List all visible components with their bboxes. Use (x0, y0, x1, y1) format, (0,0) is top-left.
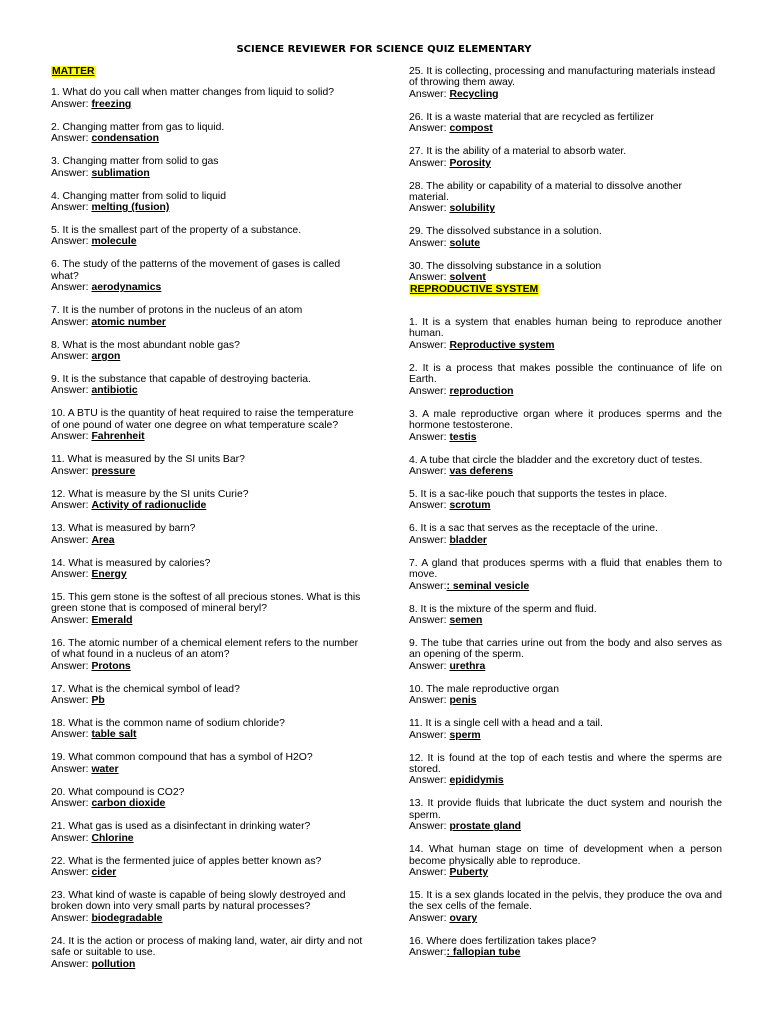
answer-line (51, 913, 363, 924)
answer-value: pollution (91, 958, 136, 970)
answer-line (51, 466, 363, 477)
question-text: 15. This gem stone is the softest of all precious stones. What is this green stone that is composed of mineral beryl? (51, 591, 361, 615)
answer-value: ovary (449, 912, 478, 924)
question-text: 30. The dissolving substance in a solution (409, 260, 602, 272)
answer-line (51, 133, 363, 144)
answer-line (409, 432, 722, 443)
answer-line (51, 168, 363, 179)
answer-value: solubility (449, 203, 496, 215)
answer-label: Answer: (51, 694, 89, 706)
answer-line (51, 236, 363, 247)
answer-label: Answer: (409, 867, 447, 878)
answer-value: pressure (91, 465, 136, 477)
question-text: 18. What is the common name of sodium chloride? (51, 717, 285, 729)
question-text: 28. The ability or capability of a material to dissolve another material. (409, 180, 682, 204)
answer-value: argon (91, 351, 121, 363)
question-item (409, 317, 722, 351)
question-text: 2. It is a process that makes possible the continuance of life on Earth. (409, 362, 722, 386)
question-text: 7. A gland that produces sperms with a fluid that enables them to move. (409, 557, 722, 581)
answer-line (51, 282, 363, 293)
answer-value: Emerald (91, 614, 133, 626)
answer-value: penis (449, 695, 477, 707)
answer-label: Answer: (51, 431, 89, 443)
answer-label: Answer: (51, 912, 89, 924)
question-text: 5. It is a sac-like pouch that supports the testes in place. (409, 488, 668, 500)
question-item (409, 753, 722, 787)
answer-label: Answer: (409, 775, 447, 787)
answer-line (51, 202, 363, 213)
answer-line (409, 123, 722, 134)
answer-label: Answer: (409, 580, 447, 592)
answer-line (409, 500, 722, 511)
answer-line (409, 730, 722, 741)
answer-line (409, 581, 722, 592)
answer-line (409, 340, 722, 351)
answer-value: condensation (91, 133, 159, 145)
matter-question-list (51, 87, 363, 970)
question-item (409, 455, 722, 478)
question-item (51, 225, 363, 248)
question-text: 13. It provide fluids that lubricate the duct system and nourish the sperm. (409, 798, 722, 821)
question-item (409, 604, 722, 627)
answer-label: Answer: (51, 236, 89, 248)
question-item (51, 558, 363, 581)
answer-line (51, 729, 363, 740)
answer-line (409, 466, 722, 477)
document-title: SCIENCE REVIEWER FOR SCIENCE QUIZ ELEMENTARY (236, 44, 532, 55)
question-text: 6. The study of the patterns of the movement of gases is called what? (51, 259, 341, 282)
question-item (409, 363, 722, 397)
answer-line (51, 695, 363, 706)
answer-line (51, 99, 363, 110)
answer-line (409, 615, 722, 626)
question-item (409, 146, 722, 169)
answer-line (409, 386, 722, 397)
answer-value: carbon dioxide (91, 798, 166, 810)
question-text: 23. What kind of waste is capable of being slowly destroyed and broken down into very small parts by natural processes? (51, 889, 346, 913)
answer-label: Answer: (409, 500, 447, 512)
answer-value: semen (449, 614, 483, 626)
question-text: 11. It is a single cell with a head and a tail. (409, 718, 603, 730)
question-item (409, 798, 722, 832)
question-item (409, 558, 722, 592)
answer-label: Answer: (409, 431, 447, 443)
question-item (51, 408, 363, 442)
answer-value: vas deferens (449, 465, 513, 477)
answer-value: melting (fusion) (91, 202, 170, 214)
answer-line (51, 535, 363, 546)
question-item (51, 684, 363, 707)
matter-heading: MATTER (52, 66, 95, 77)
answer-value: epididymis (449, 775, 504, 787)
question-text: 14. What human stage on time of development when a person become physically able to reproduce. (409, 844, 722, 867)
answer-line (409, 238, 722, 249)
answer-label: Answer: (409, 385, 447, 397)
answer-line (409, 775, 722, 786)
answer-line (409, 821, 722, 832)
question-text: 16. The atomic number of a chemical element refers to the number of what found in a nucleus of an atom? (51, 637, 359, 661)
answer-label: Answer: (51, 958, 89, 970)
question-text: 6. It is a sac that serves as the receptacle of the urine. (409, 523, 658, 535)
answer-line (409, 89, 722, 100)
question-text: 4. A tube that circle the bladder and the excretory duct of testes. (409, 454, 703, 466)
answer-value: cider (91, 866, 117, 878)
answer-line (51, 351, 363, 362)
question-text: 11. What is measured by the SI units Bar? (51, 454, 245, 466)
question-text: 19. What common compound that has a symbol of H2O? (51, 752, 313, 764)
answer-label: Answer: (51, 614, 89, 626)
question-item (51, 638, 363, 672)
question-item (51, 787, 363, 810)
answer-value: sublimation (91, 167, 150, 179)
question-item (409, 684, 722, 707)
question-item (409, 890, 722, 924)
question-item (51, 489, 363, 512)
answer-label: Answer: (51, 500, 89, 512)
right-column (409, 66, 722, 970)
question-item (51, 592, 363, 626)
question-item (409, 112, 722, 135)
answer-label: Answer: (409, 237, 447, 249)
answer-value: Puberty (449, 867, 489, 878)
answer-label: Answer: (409, 660, 447, 672)
question-text: 12. What is measure by the SI units Curie? (51, 488, 249, 500)
answer-label: Answer: (51, 167, 89, 179)
answer-line (51, 615, 363, 626)
answer-label: Answer: (409, 272, 447, 284)
answer-value: freezing (91, 98, 132, 110)
answer-label: Answer: (51, 534, 89, 546)
answer-value: scrotum (449, 500, 491, 512)
answer-label: Answer: (409, 534, 447, 546)
answer-line (51, 317, 363, 328)
question-item (409, 638, 722, 672)
reproductive-system-heading: REPRODUCTIVE SYSTEM (410, 283, 539, 295)
answer-label: Answer: (51, 133, 89, 145)
answer-value: Activity of radionuclide (91, 500, 207, 512)
answer-label: Answer: (409, 821, 447, 833)
question-text: 5. It is the smallest part of the property of a substance. (51, 225, 302, 237)
answer-label: Answer: (409, 339, 447, 351)
question-item (51, 890, 363, 924)
answer-line (409, 535, 722, 546)
answer-line (51, 833, 363, 844)
answer-value: solvent (449, 272, 486, 284)
question-text: 14. What is measured by calories? (51, 557, 211, 569)
answer-value: reproduction (449, 385, 514, 397)
question-text: 22. What is the fermented juice of apples better known as? (51, 855, 322, 867)
question-text: 9. It is the substance that capable of destroying bacteria. (51, 374, 311, 386)
answer-value: urethra (449, 660, 486, 672)
question-item (51, 87, 363, 110)
answer-label: Answer: (51, 763, 89, 775)
question-item (51, 523, 363, 546)
answer-line (51, 764, 363, 775)
answer-label: Answer: (51, 98, 89, 110)
answer-value: compost (449, 123, 493, 135)
answer-value: antibiotic (91, 385, 138, 397)
question-item (409, 489, 722, 512)
answer-value: prostate gland (449, 821, 522, 833)
answer-label: Answer: (51, 660, 89, 672)
answer-value: : fallopian tube (446, 947, 521, 959)
question-item (51, 454, 363, 477)
answer-value: Reproductive system (449, 339, 555, 351)
question-text: 29. The dissolved substance in a solution. (409, 226, 602, 238)
answer-label: Answer: (409, 947, 447, 959)
answer-value: Fahrenheit (91, 431, 145, 443)
reproductive-question-list (409, 317, 722, 959)
question-text: 4. Changing matter from solid to liquid (51, 190, 226, 202)
answer-value: table salt (91, 729, 137, 741)
answer-label: Answer: (409, 912, 447, 924)
answer-value: Porosity (449, 157, 492, 169)
question-item (409, 66, 722, 100)
question-item (51, 856, 363, 879)
answer-value: : seminal vesicle (446, 580, 530, 592)
answer-label: Answer: (51, 729, 89, 741)
question-item (51, 122, 363, 145)
answer-label: Answer: (409, 157, 447, 169)
answer-label: Answer: (409, 123, 447, 135)
answer-line (409, 661, 722, 672)
question-text: 9. The tube that carries urine out from the body and also serves as an opening of the sperm. (409, 637, 722, 661)
question-text: 3. Changing matter from solid to gas (51, 156, 219, 168)
question-text: 26. It is a waste material that are recycled as fertilizer (409, 111, 654, 123)
answer-line (409, 203, 722, 214)
answer-value: aerodynamics (91, 282, 162, 294)
question-item (409, 226, 722, 249)
answer-line (409, 158, 722, 169)
question-text: 2. Changing matter from gas to liquid. (51, 121, 225, 133)
answer-label: Answer: (51, 316, 89, 328)
matter-question-list-continued (409, 66, 722, 284)
answer-label: Answer: (51, 866, 89, 878)
answer-label: Answer: (51, 202, 89, 214)
question-text: 3. A male reproductive organ where it produces sperms and the hormone testosterone. (409, 408, 722, 432)
question-text: 13. What is measured by barn? (51, 523, 196, 535)
answer-line (409, 947, 722, 958)
answer-value: testis (449, 431, 477, 443)
answer-label: Answer: (409, 465, 447, 477)
question-item (51, 340, 363, 363)
answer-label: Answer: (409, 614, 447, 626)
answer-label: Answer: (51, 465, 89, 477)
question-text: 7. It is the number of protons in the nucleus of an atom (51, 305, 303, 317)
answer-value: solute (449, 237, 481, 249)
answer-label: Answer: (51, 385, 89, 397)
question-item (51, 752, 363, 775)
answer-line (51, 959, 363, 970)
question-text: 16. Where does fertilization takes place? (409, 935, 597, 947)
question-text: 27. It is the ability of a material to absorb water. (409, 146, 627, 158)
left-column (51, 66, 363, 982)
question-text: 21. What gas is used as a disinfectant in drinking water? (51, 821, 311, 833)
answer-value: water (91, 763, 119, 775)
question-item (51, 936, 363, 970)
question-item (51, 156, 363, 179)
answer-line (409, 913, 722, 924)
answer-label: Answer: (51, 832, 89, 844)
answer-value: molecule (91, 236, 137, 248)
answer-value: Protons (91, 660, 131, 672)
question-text: 1. What do you call when matter changes from liquid to solid? (51, 87, 335, 99)
question-text: 10. A BTU is the quantity of heat required to raise the temperature of one pound of water one degree on what temperature scale? (51, 408, 354, 431)
answer-line (409, 272, 722, 283)
question-item (51, 374, 363, 397)
question-text: 8. It is the mixture of the sperm and fluid. (409, 603, 597, 615)
answer-value: atomic number (91, 316, 166, 328)
question-item (409, 844, 722, 878)
answer-line (51, 385, 363, 396)
answer-value: Recycling (449, 88, 499, 100)
answer-line (51, 798, 363, 809)
question-text: 25. It is collecting, processing and manufacturing materials instead of throwing them away. (409, 66, 716, 89)
answer-value: Chlorine (91, 832, 134, 844)
question-item (409, 409, 722, 443)
question-text: 1. It is a system that enables human being to reproduce another human. (409, 317, 722, 340)
question-item (51, 191, 363, 214)
answer-label: Answer: (51, 798, 89, 810)
answer-label: Answer: (51, 282, 89, 294)
answer-line (51, 500, 363, 511)
answer-label: Answer: (51, 568, 89, 580)
answer-value: Area (91, 534, 115, 546)
answer-label: Answer: (51, 351, 89, 363)
question-item (409, 181, 722, 215)
question-item (51, 259, 363, 293)
answer-value: Pb (91, 694, 105, 706)
question-item (409, 523, 722, 546)
question-item (409, 936, 722, 959)
answer-line (409, 695, 722, 706)
question-item (51, 821, 363, 844)
answer-line (409, 867, 722, 878)
question-item (51, 305, 363, 328)
answer-line (51, 661, 363, 672)
answer-line (51, 867, 363, 878)
answer-label: Answer: (409, 729, 447, 741)
answer-label: Answer: (409, 203, 447, 215)
question-text: 24. It is the action or process of making land, water, air dirty and not safe or suitable to use. (51, 935, 363, 959)
answer-line (51, 569, 363, 580)
question-text: 12. It is found at the top of each testis and where the sperms are stored. (409, 752, 722, 775)
question-item (409, 718, 722, 741)
answer-value: bladder (449, 534, 487, 546)
question-text: 8. What is the most abundant noble gas? (51, 339, 240, 351)
question-text: 20. What compound is CO2? (51, 786, 185, 798)
answer-value: Energy (91, 568, 127, 580)
answer-label: Answer: (409, 88, 447, 100)
answer-value: biodegradable (91, 912, 163, 924)
question-item (51, 718, 363, 741)
question-text: 17. What is the chemical symbol of lead? (51, 683, 240, 695)
answer-line (51, 431, 363, 442)
question-text: 10. The male reproductive organ (409, 683, 559, 695)
question-item (409, 261, 722, 284)
question-text: 15. It is a sex glands located in the pelvis, they produce the ova and the sex cells of the female. (409, 890, 722, 913)
answer-label: Answer: (409, 695, 447, 707)
answer-value: sperm (449, 729, 481, 741)
